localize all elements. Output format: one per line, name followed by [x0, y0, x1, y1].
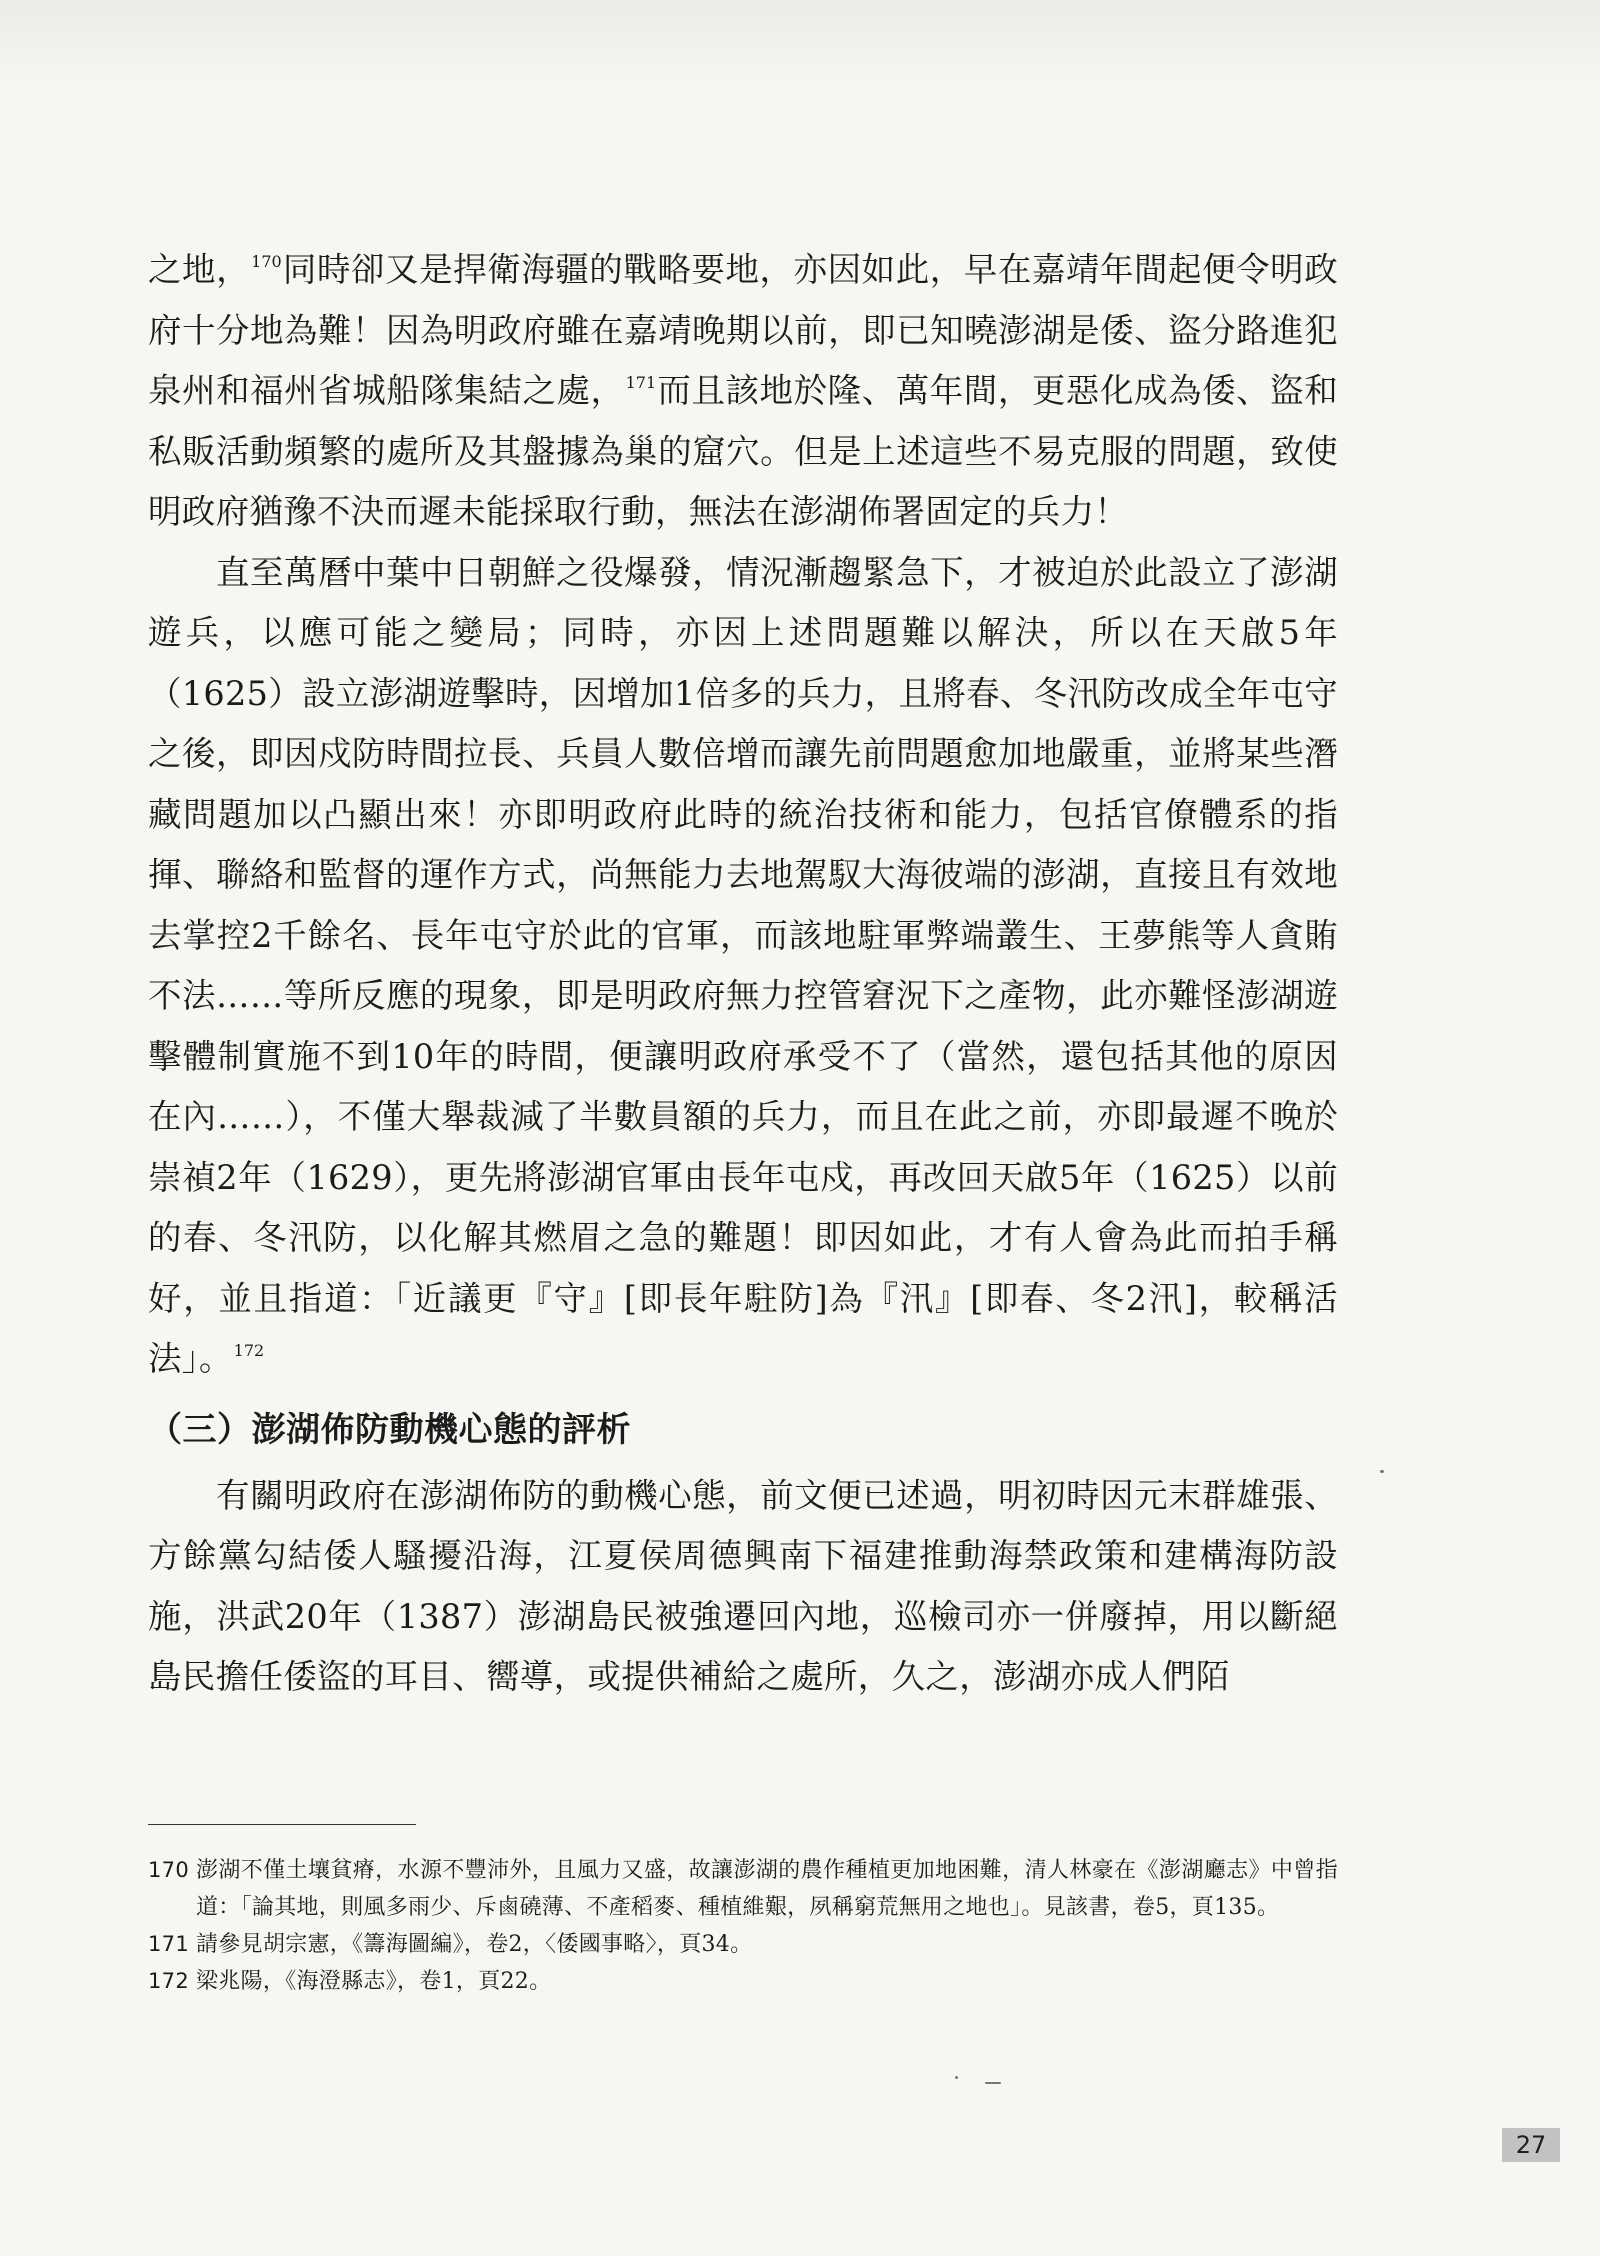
footnote-text: 澎湖不僅土壤貧瘠，水源不豐沛外，且風力又盛，故讓澎湖的農作種植更加地困難，清人林豪在《澎湖廳志》中曾指道：「論其地，則風多雨少、斥鹵磽薄、不產稻麥、種植維艱，夙稱窮荒無用之地也」。見該書，卷5，頁135。	[196, 1858, 1338, 1920]
footnote-divider	[148, 1824, 416, 1825]
paragraph-3: 有關明政府在澎湖佈防的動機心態，前文便已述過，明初時因元末群雄張、方餘黨勾結倭人騷擾沿海，江夏侯周德興南下福建推動海禁政策和建構海防設施，洪武20年（1387）澎湖島民被強遷回內地，巡檢司亦一併廢掉，用以斷絕島民擔任倭盜的耳目、嚮導，或提供補給之處所，久之，澎湖亦成人們陌	[148, 1475, 1338, 1696]
main-text	[148, 240, 1338, 1708]
paragraph-1-part-3: 而且該地於隆、萬年間，更惡化成為倭、盜和私販活動頻繁的處所及其盤據為巢的窟穴。但是上述這些不易克服的問題，致使明政府猶豫不決而遲未能採取行動，無法在澎湖佈署固定的兵力！	[148, 371, 1339, 531]
footnotes	[148, 1852, 1338, 2000]
scan-speck	[1380, 1470, 1384, 1473]
footnote-number: 171	[148, 1932, 189, 1956]
paragraph-2-text: 直至萬曆中葉中日朝鮮之役爆發，情況漸趨緊急下，才被迫於此設立了澎湖遊兵，以應可能之變局；同時，亦因上述問題難以解決，所以在天啟5年（1625）設立澎湖遊擊時，因增加1倍多的兵力，且將春、冬汛防改成全年屯守之後，即因戍防時間拉長、兵員人數倍增而讓先前問題愈加地嚴重，並將某些潛藏問題加以凸顯出來！亦即明政府此時的統治技術和能力，包括官僚體系的指揮、聯絡和監督的運作方式，尚無能力去地駕馭大海彼端的澎湖，直接且有效地去掌控2千餘名、長年屯守於此的官軍，而該地駐軍弊端叢生、王夢熊等人貪賄不法……等所反應的現象，即是明政府無力控管窘況下之產物，此亦難怪澎湖遊擊體制實施不到10年的時間，便讓明政府承受不了（當然，還包括其他的原因在內……），不僅大舉裁減了半數員額的兵力，而且在此之前，亦即最遲不晚於崇禎2年（1629），更先將澎湖官軍由長年屯戍，再改回天啟5年（1625）以前的春、冬汛防，以化解其燃眉之急的難題！即因如此，才有人會為此而拍手稱好，並且指道：「近議更『守』[即長年駐防]為『汛』[即春、冬2汛]，較稱活法」。	[148, 552, 1338, 1378]
footnote-ref-171[interactable]: 171	[625, 373, 657, 392]
scan-speck	[985, 2082, 1001, 2084]
scan-speck	[955, 2076, 958, 2079]
footnote-171	[148, 1926, 1338, 1963]
footnote-text: 請參見胡宗憲，《籌海圖編》，卷2，〈倭國事略〉，頁34。	[196, 1932, 753, 1957]
footnote-172	[148, 1963, 1338, 2000]
footnote-170	[148, 1852, 1338, 1926]
footnote-text: 梁兆陽，《海澄縣志》，卷1，頁22。	[196, 1969, 552, 1994]
footnote-number: 172	[148, 1969, 189, 1993]
paragraph-1-part-2: 同時卻又是捍衛海疆的戰略要地，亦因如此，早在嘉靖年間起便令明政府十分地為難！因為明政府雖在嘉靖晚期以前，即已知曉澎湖是倭、盜分路進犯泉州和福州省城船隊集結之處，	[148, 250, 1338, 410]
paragraph-1-part-1: 之地，	[148, 250, 251, 289]
scan-top-shade	[0, 0, 1600, 90]
footnote-ref-170[interactable]: 170	[251, 252, 282, 271]
footnote-number: 170	[148, 1858, 189, 1882]
paragraph-1	[148, 240, 1338, 543]
page-number: 27	[1502, 2128, 1560, 2162]
paragraph-2	[148, 543, 1338, 1390]
section-heading: （三）澎湖佈防動機心態的評析	[148, 1409, 631, 1450]
footnote-ref-172[interactable]: 172	[233, 1341, 265, 1360]
